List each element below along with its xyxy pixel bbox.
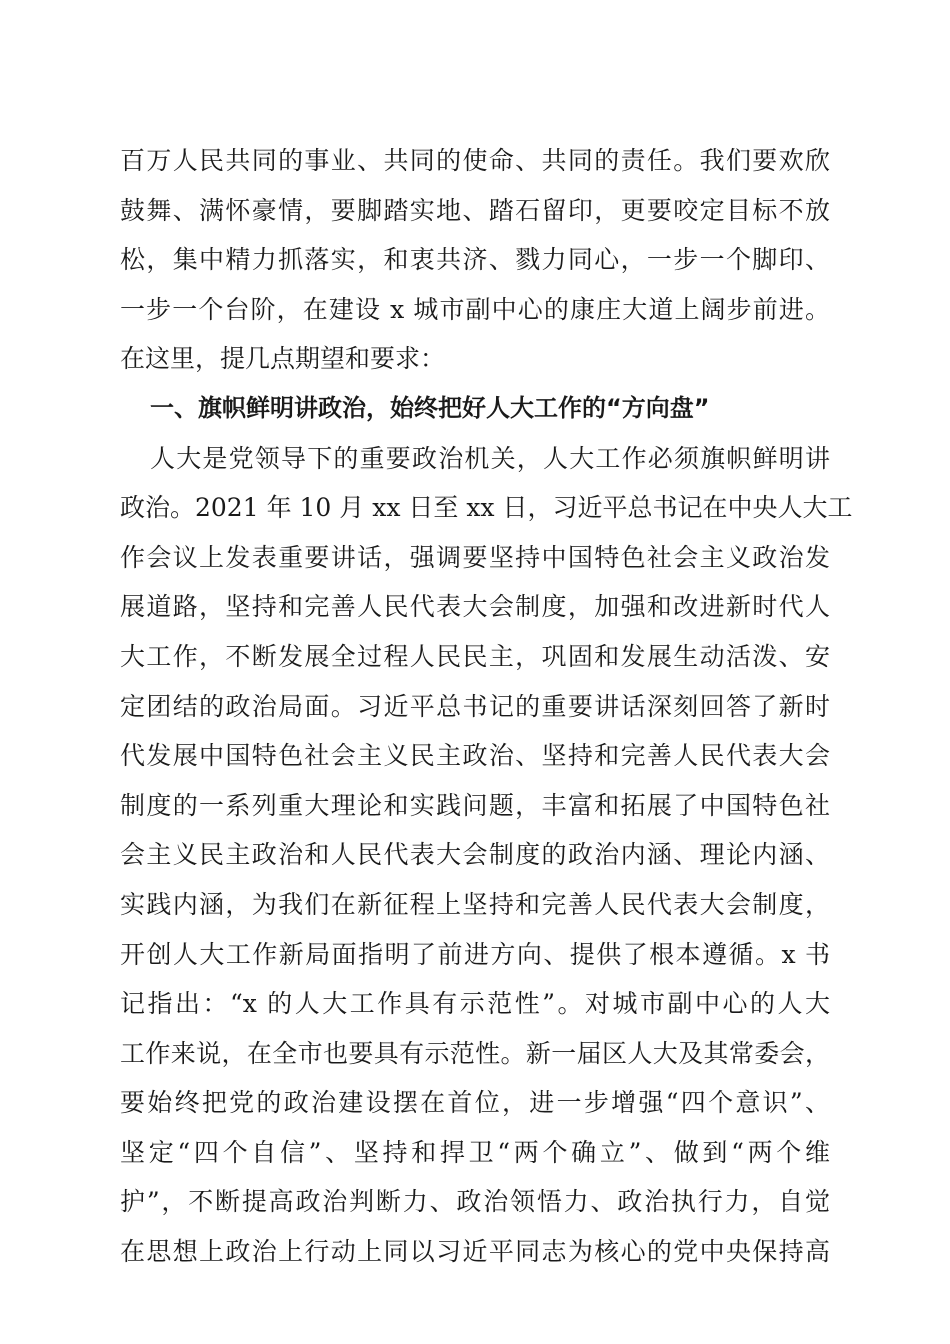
paragraph-line: 人大是党领导下的重要政治机关，人大工作必须旗帜鲜明讲 — [150, 443, 830, 473]
paragraph-line: 定团结的政治局面。习近平总书记的重要讲话深刻回答了新时 — [120, 691, 830, 721]
paragraph-line: 制度的一系列重大理论和实践问题，丰富和拓展了中国特色社 — [120, 790, 830, 820]
paragraph-line: 开创人大工作新局面指明了前进方向、提供了根本遵循。x 书 — [120, 939, 830, 969]
paragraph-line: 会主义民主政治和人民代表大会制度的政治内涵、理论内涵、 — [120, 840, 830, 870]
paragraph-line: 护”，不断提高政治判断力、政治领悟力、政治执行力，自觉 — [120, 1187, 830, 1217]
paragraph-line: 代发展中国特色社会主义民主政治、坚持和完善人民代表大会 — [120, 741, 830, 771]
paragraph-line: 政治。2021 年 10 月 xx 日至 xx 日，习近平总书记在中央人大工 — [120, 493, 853, 523]
paragraph-line: 大工作，不断发展全过程人民民主，巩固和发展生动活泼、安 — [120, 641, 830, 671]
paragraph-line: 要始终把党的政治建设摆在首位，进一步增强“四个意识”、 — [120, 1088, 830, 1118]
paragraph-line: 鼓舞、满怀豪情，要脚踏实地、踏石留印，更要咬定目标不放 — [120, 195, 830, 225]
document-text — [120, 136, 853, 1277]
section-heading: 一、旗帜鲜明讲政治，始终把好人大工作的“方向盘” — [150, 393, 710, 422]
paragraph-line: 作会议上发表重要讲话，强调要坚持中国特色社会主义政治发 — [120, 542, 830, 572]
paragraph-line: 松，集中精力抓落实，和衷共济、戮力同心，一步一个脚印、 — [120, 245, 830, 275]
paragraph-line: 实践内涵，为我们在新征程上坚持和完善人民代表大会制度， — [120, 889, 830, 919]
paragraph-line: 坚定“四个自信”、坚持和捍卫“两个确立”、做到“两个维 — [120, 1137, 830, 1167]
paragraph-line: 记指出：“x 的人大工作具有示范性”。对城市副中心的人大 — [120, 989, 830, 1019]
paragraph-line: 工作来说，在全市也要具有示范性。新一届区人大及其常委会， — [120, 1038, 830, 1068]
paragraph-line: 在思想上政治上行动上同以习近平同志为核心的党中央保持高 — [120, 1237, 830, 1267]
paragraph-line: 百万人民共同的事业、共同的使命、共同的责任。我们要欢欣 — [120, 146, 830, 175]
paragraph-line: 在这里，提几点期望和要求： — [120, 344, 446, 374]
paragraph-line: 一步一个台阶，在建设 x 城市副中心的康庄大道上阔步前进。 — [120, 294, 830, 324]
paragraph-line: 展道路，坚持和完善人民代表大会制度，加强和改进新时代人 — [120, 592, 830, 622]
